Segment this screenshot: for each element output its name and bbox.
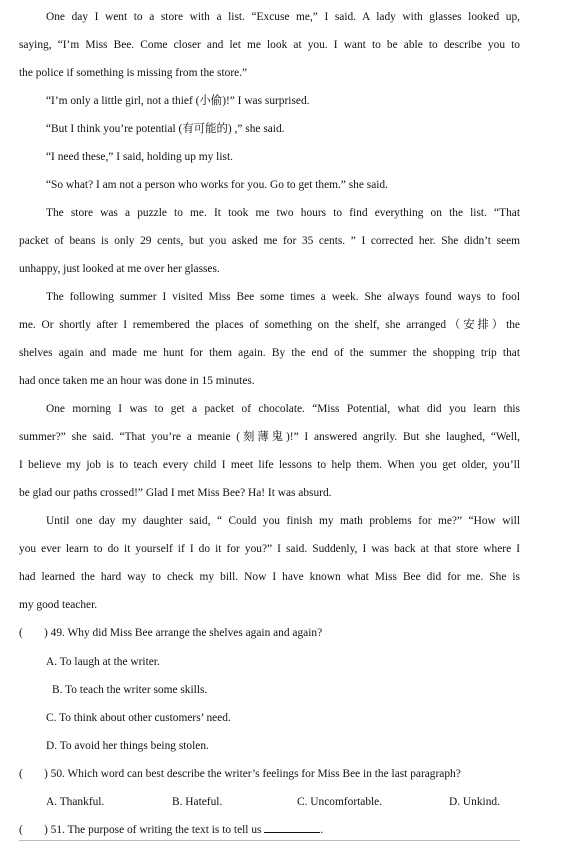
- passage-line: shelves again and made me hunt for them again. By the end of the summer the shopping trip that: [19, 347, 520, 359]
- passage-line: “I need these,” I said, holding up my list.: [46, 151, 233, 163]
- page-bottom-rule: [19, 840, 520, 841]
- passage-line: the police if something is missing from the store.”: [19, 67, 248, 79]
- passage-line: summer?” she said. “That you’re a meanie (刻薄鬼)!” I answered angrily. But she laughed, “Well,: [19, 431, 520, 443]
- q50-option-d: D. Unkind.: [449, 796, 500, 808]
- q50-option-c: C. Uncomfortable.: [297, 796, 383, 808]
- passage-line: The following summer I visited Miss Bee some times a week. She always found ways to fool: [46, 291, 520, 303]
- question-50: ) 50. Which word can best describe the writer’s feelings for Miss Bee in the last paragraph?: [44, 768, 461, 780]
- q49-option-a: A. To laugh at the writer.: [46, 656, 160, 668]
- q50-option-b: B. Hateful.: [172, 796, 223, 808]
- q49-option-d: D. To avoid her things being stolen.: [46, 740, 209, 752]
- passage-line: be glad our paths crossed!” Glad I met Miss Bee? Ha! It was absurd.: [19, 487, 332, 499]
- q49-option-b: B. To teach the writer some skills.: [52, 684, 208, 696]
- answer-paren: (: [19, 824, 23, 836]
- passage-line: One morning I was to get a packet of chocolate. “Miss Potential, what did you learn this: [46, 403, 520, 415]
- passage-line: packet of beans is only 29 cents, but you asked me for 35 cents. ” I corrected her. She didn’t seem: [19, 235, 520, 247]
- q50-option-a: A. Thankful.: [46, 796, 105, 808]
- fill-in-blank[interactable]: [264, 823, 320, 833]
- passage-line: you ever learn to do it yourself if I do it for you?” I said. Suddenly, I was back at that store where I: [19, 543, 520, 555]
- passage-line: “But I think you’re potential (有可能的) ,” she said.: [46, 123, 285, 135]
- passage-line: I believe my job is to teach every child I meet life lessons to help them. When you get older, you’ll: [19, 459, 520, 471]
- passage-line: had learned the hard way to check my bill. Now I have known what Miss Bee did for me. She is: [19, 571, 520, 583]
- passage-line: One day I went to a store with a list. “Excuse me,” I said. A lady with glasses looked up,: [46, 11, 520, 23]
- passage-line: unhappy, just looked at me over her glasses.: [19, 263, 220, 275]
- question-49: ) 49. Why did Miss Bee arrange the shelves again and again?: [44, 627, 323, 639]
- passage-line: had once taken me an hour was done in 15 minutes.: [19, 375, 255, 387]
- answer-paren: (: [19, 627, 23, 639]
- q49-option-c: C. To think about other customers’ need.: [46, 712, 231, 724]
- passage-line: me. Or shortly after I remembered the places of something on the shelf, she arranged（安排）the: [19, 319, 520, 331]
- passage-line: my good teacher.: [19, 599, 98, 611]
- question-51: [44, 823, 323, 837]
- passage-line: saying, “I’m Miss Bee. Come closer and let me look at you. I want to be able to describe you to: [19, 39, 520, 51]
- passage-line: The store was a puzzle to me. It took me two hours to find everything on the list. “That: [46, 207, 520, 219]
- question-51-end: .: [320, 824, 324, 836]
- answer-paren: (: [19, 768, 23, 780]
- passage-line: “I’m only a little girl, not a thief (小偷)!” I was surprised.: [46, 95, 310, 107]
- passage-line: “So what? I am not a person who works for you. Go to get them.” she said.: [46, 179, 388, 191]
- passage-line: Until one day my daughter said, “ Could you finish my math problems for me?” “How will: [46, 515, 520, 527]
- question-51-text: ) 51. The purpose of writing the text is to tell us: [44, 824, 262, 836]
